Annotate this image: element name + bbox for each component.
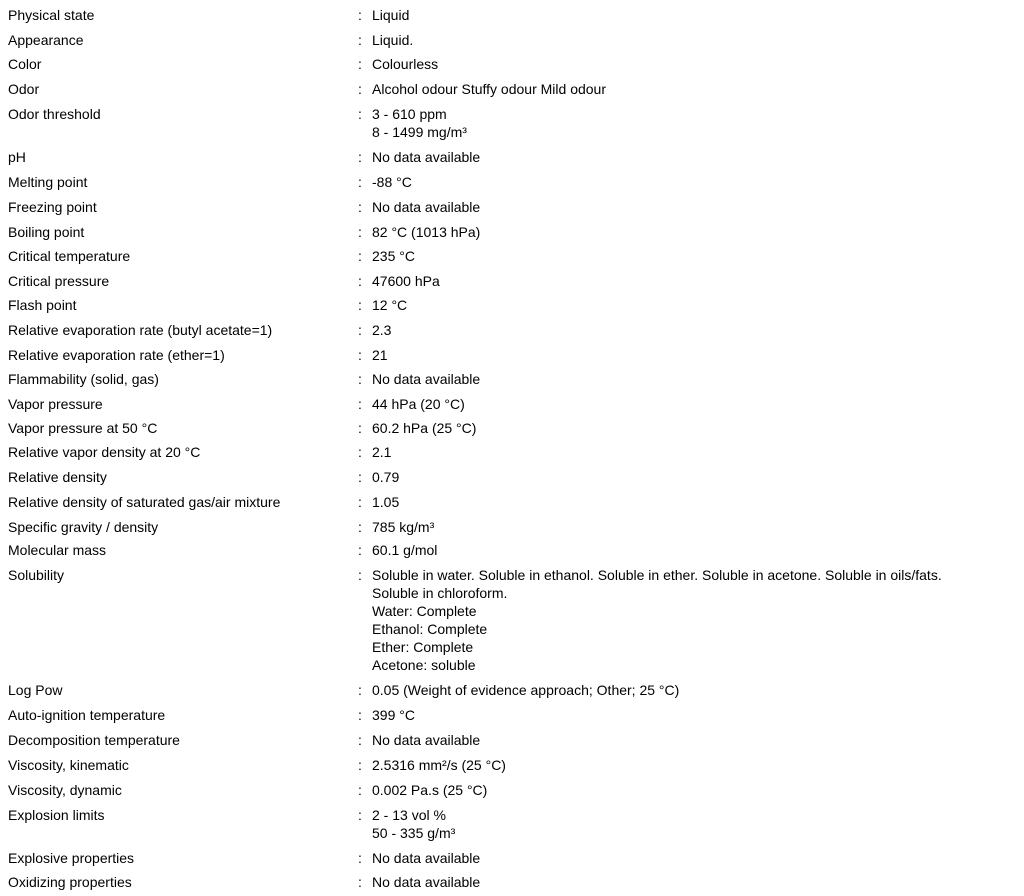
property-label: Relative evaporation rate (ether=1) — [8, 347, 225, 363]
property-value-line: Liquid. — [372, 32, 414, 48]
label-separator: : — [358, 81, 362, 97]
property-value-line: No data available — [372, 371, 481, 387]
property-value — [372, 873, 480, 891]
label-separator: : — [358, 874, 362, 890]
property-value-line: No data available — [372, 149, 481, 165]
property-label: Viscosity, kinematic — [8, 757, 129, 773]
property-label: Relative density — [8, 469, 107, 485]
property-value-line: 82 °C (1013 hPa) — [372, 224, 481, 240]
label-separator: : — [358, 106, 362, 122]
property-value-line: 0.002 Pa.s (25 °C) — [372, 782, 488, 798]
property-value-line: 2 - 13 vol % — [372, 807, 446, 823]
property-value-line: 235 °C — [372, 248, 415, 264]
property-value — [372, 443, 391, 461]
label-separator: : — [358, 174, 362, 190]
label-separator: : — [358, 322, 362, 338]
property-value — [372, 849, 480, 867]
label-separator: : — [358, 567, 362, 583]
label-separator: : — [358, 850, 362, 866]
property-label: Flash point — [8, 297, 77, 313]
property-value-line: Soluble in chloroform. — [372, 585, 508, 601]
property-value-line: Ether: Complete — [372, 639, 474, 655]
label-separator: : — [358, 396, 362, 412]
property-label: Relative vapor density at 20 °C — [8, 444, 201, 460]
property-value-line: 2.5316 mm²/s (25 °C) — [372, 757, 506, 773]
label-separator: : — [358, 782, 362, 798]
property-label: Critical temperature — [8, 248, 131, 264]
property-value-line: Colourless — [372, 56, 439, 72]
property-value — [372, 198, 480, 216]
property-label: Explosive properties — [8, 850, 135, 866]
label-separator: : — [358, 757, 362, 773]
property-label: Explosion limits — [8, 807, 105, 823]
property-label: Appearance — [8, 32, 84, 48]
property-label: Vapor pressure at 50 °C — [8, 420, 158, 436]
property-value-line: 2.1 — [372, 444, 392, 460]
property-value-line: 0.79 — [372, 469, 400, 485]
property-value-line: 60.2 hPa (25 °C) — [372, 420, 477, 436]
property-value — [372, 105, 467, 141]
label-separator: : — [358, 297, 362, 313]
property-label: Log Pow — [8, 682, 63, 698]
property-value-line: No data available — [372, 850, 481, 866]
label-separator: : — [358, 224, 362, 240]
property-label: Flammability (solid, gas) — [8, 371, 159, 387]
label-separator: : — [358, 248, 362, 264]
property-value — [372, 321, 391, 339]
label-separator: : — [358, 444, 362, 460]
property-value — [372, 272, 440, 290]
property-value-line: No data available — [372, 732, 481, 748]
label-separator: : — [358, 807, 362, 823]
property-label: pH — [8, 149, 26, 165]
property-value — [372, 370, 480, 388]
property-value — [372, 806, 455, 842]
property-value-line: 47600 hPa — [372, 273, 440, 289]
label-separator: : — [358, 682, 362, 698]
label-separator: : — [358, 371, 362, 387]
property-value-line: 2.3 — [372, 322, 392, 338]
property-value-line: Acetone: soluble — [372, 657, 476, 673]
property-value-line: No data available — [372, 874, 481, 890]
property-value-line: 1.05 — [372, 494, 400, 510]
property-value-line: 60.1 g/mol — [372, 542, 438, 558]
property-value-line: 21 — [372, 347, 388, 363]
property-value-line: 785 kg/m³ — [372, 519, 435, 535]
property-label: Oxidizing properties — [8, 874, 132, 890]
property-value — [372, 731, 480, 749]
property-value — [372, 395, 465, 413]
property-value — [372, 493, 399, 511]
label-separator: : — [358, 542, 362, 558]
property-label: Relative density of saturated gas/air mixture — [8, 494, 281, 510]
property-value — [372, 346, 388, 364]
property-label: Odor — [8, 81, 40, 97]
property-value — [372, 31, 413, 49]
property-value — [372, 781, 487, 799]
label-separator: : — [358, 149, 362, 165]
property-value-line: Water: Complete — [372, 603, 477, 619]
property-label: Solubility — [8, 567, 65, 583]
property-value — [372, 223, 480, 241]
property-value — [372, 681, 679, 699]
label-separator: : — [358, 199, 362, 215]
property-label: Auto-ignition temperature — [8, 707, 166, 723]
property-value — [372, 80, 606, 98]
property-value-line: 8 - 1499 mg/m³ — [372, 124, 467, 140]
property-label: Boiling point — [8, 224, 85, 240]
property-label: Critical pressure — [8, 273, 110, 289]
property-value-line: 3 - 610 ppm — [372, 106, 447, 122]
property-value — [372, 247, 415, 265]
property-value — [372, 6, 409, 24]
label-separator: : — [358, 347, 362, 363]
property-value-line: Liquid — [372, 7, 410, 23]
label-separator: : — [358, 494, 362, 510]
property-value — [372, 148, 480, 166]
property-value — [372, 518, 434, 536]
property-value-line: 12 °C — [372, 297, 408, 313]
label-separator: : — [358, 32, 362, 48]
property-label: Color — [8, 56, 42, 72]
label-separator: : — [358, 273, 362, 289]
label-separator: : — [358, 519, 362, 535]
property-value-line: Ethanol: Complete — [372, 621, 488, 637]
property-value — [372, 706, 415, 724]
property-value-line: No data available — [372, 199, 481, 215]
property-value — [372, 419, 476, 437]
property-label: Viscosity, dynamic — [8, 782, 122, 798]
property-value — [372, 468, 399, 486]
property-value-line: 0.05 (Weight of evidence approach; Other; 25 °C) — [372, 682, 680, 698]
property-value-line: 50 - 335 g/m³ — [372, 825, 456, 841]
label-separator: : — [358, 469, 362, 485]
property-value — [372, 296, 407, 314]
property-label: Vapor pressure — [8, 396, 103, 412]
property-value-line: 399 °C — [372, 707, 415, 723]
property-label: Freezing point — [8, 199, 97, 215]
label-separator: : — [358, 732, 362, 748]
label-separator: : — [358, 420, 362, 436]
label-separator: : — [358, 707, 362, 723]
label-separator: : — [358, 56, 362, 72]
property-label: Physical state — [8, 7, 95, 23]
property-value-line: -88 °C — [372, 174, 412, 190]
property-label: Relative evaporation rate (butyl acetate=1) — [8, 322, 273, 338]
property-value — [372, 541, 437, 559]
property-value-line: Soluble in water. Soluble in ethanol. Soluble in ether. Soluble in acetone. Soluble in oils/fats. — [372, 567, 942, 583]
property-label: Molecular mass — [8, 542, 107, 558]
property-value — [372, 55, 438, 73]
property-label: Decomposition temperature — [8, 732, 180, 748]
property-value — [372, 756, 506, 774]
property-label: Odor threshold — [8, 106, 101, 122]
property-value — [372, 566, 942, 674]
property-value-line: Alcohol odour Stuffy odour Mild odour — [372, 81, 606, 97]
property-value-line: 44 hPa (20 °C) — [372, 396, 465, 412]
property-value — [372, 173, 412, 191]
property-label: Specific gravity / density — [8, 519, 159, 535]
property-label: Melting point — [8, 174, 88, 190]
label-separator: : — [358, 7, 362, 23]
